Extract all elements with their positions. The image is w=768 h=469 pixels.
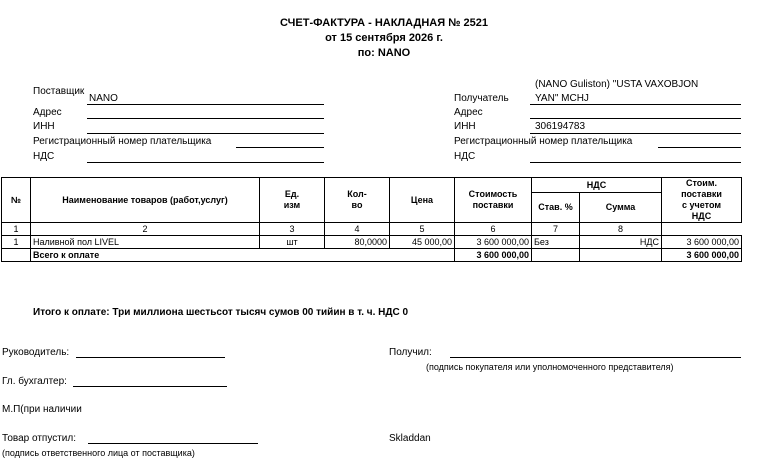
column-number: 1 (2, 223, 31, 236)
supplier-address-label: Адрес (33, 107, 62, 118)
stamp-label: М.П(при наличии (2, 404, 82, 415)
row-price: 45 000,00 (390, 236, 455, 249)
header-qty: Кол- во (325, 178, 390, 223)
recipient-value-line1: (NANO Guliston) "USTA VAXOBJON (535, 79, 699, 90)
total-row (2, 249, 742, 262)
supplier-address-underline (87, 118, 324, 119)
recipient-value-line2: YAN" MCHJ (535, 93, 589, 104)
document-basis: по: NANO (357, 47, 411, 59)
supplier-label: Поставщик (33, 86, 85, 97)
supplier-regnum-underline (236, 147, 324, 148)
released-note: (подпись ответственного лица от поставщика) (2, 448, 195, 458)
accountant-label: Гл. бухгалтер: (2, 376, 67, 387)
row-total: 3 600 000,00 (662, 236, 742, 249)
recipient-inn-underline (530, 133, 741, 134)
row-cost: 3 600 000,00 (455, 236, 532, 249)
row-no: 1 (2, 236, 31, 249)
header-nds-rate: Став. % (532, 193, 580, 223)
recipient-regnum-underline (658, 147, 741, 148)
column-number: 7 (532, 223, 580, 236)
header-no: № (2, 178, 31, 223)
received-label: Получил: (389, 347, 432, 358)
header-price: Цена (390, 178, 455, 223)
received-note: (подпись покупателя или уполномоченного представителя) (426, 362, 674, 372)
column-number: 5 (390, 223, 455, 236)
column-number: 4 (325, 223, 390, 236)
supplier-nds-label: НДС (33, 151, 55, 162)
header-total: Стоим. поставки с учетом НДС (662, 178, 742, 223)
table-row (2, 236, 742, 249)
supplier-inn-label: ИНН (33, 121, 55, 132)
header-nds: НДС (532, 178, 662, 193)
amount-in-words: Итого к оплате: Три миллиона шестьсот тысяч сумов 00 тийин в т. ч. НДС 0 (33, 307, 409, 318)
recipient-inn-value: 306194783 (535, 121, 586, 132)
warehouse-name: Skladdan (389, 433, 431, 444)
document-title: СЧЕТ-ФАКТУРА - НАКЛАДНАЯ № 2521 (280, 17, 488, 29)
total-cost: 3 600 000,00 (455, 249, 532, 262)
row-unit: шт (260, 236, 325, 249)
received-signature-line (450, 357, 741, 358)
row-nds-rate: Без (532, 236, 580, 249)
column-number: 2 (31, 223, 260, 236)
header-unit: Ед. изм (260, 178, 325, 223)
recipient-nds-label: НДС (454, 151, 476, 162)
recipient-underline (530, 104, 741, 105)
director-label: Руководитель: (2, 347, 70, 358)
supplier-value: NANO (89, 93, 118, 104)
header-cost: Стоимость поставки (455, 178, 532, 223)
row-name: Наливной пол LIVEL (31, 236, 260, 249)
supplier-underline (87, 104, 324, 105)
row-nds-sum: НДС (580, 236, 662, 249)
supplier-inn-underline (87, 133, 324, 134)
column-number: 8 (580, 223, 662, 236)
released-signature-line (88, 443, 258, 444)
total-label: Всего к оплате (31, 249, 455, 262)
row-qty: 80,0000 (325, 236, 390, 249)
recipient-address-underline (530, 118, 741, 119)
column-number: 6 (455, 223, 532, 236)
column-number: 3 (260, 223, 325, 236)
total-sum: 3 600 000,00 (662, 249, 742, 262)
supplier-regnum-label: Регистрационный номер плательщика (33, 136, 212, 147)
recipient-inn-label: ИНН (454, 121, 476, 132)
document-date: от 15 сентября 2026 г. (325, 32, 443, 44)
recipient-regnum-label: Регистрационный номер плательщика (454, 136, 633, 147)
director-signature-line (76, 357, 225, 358)
released-label: Товар отпустил: (2, 433, 76, 444)
total-nds-rate (532, 249, 580, 262)
header-name: Наименование товаров (работ,услуг) (31, 178, 260, 223)
recipient-nds-underline (530, 162, 741, 163)
recipient-address-label: Адрес (454, 107, 483, 118)
column-number-row (2, 223, 742, 236)
header-nds-sum: Сумма (580, 193, 662, 223)
accountant-signature-line (73, 386, 227, 387)
items-table (1, 177, 742, 262)
total-empty (2, 249, 31, 262)
recipient-label: Получатель (454, 93, 509, 104)
total-nds-sum (580, 249, 662, 262)
supplier-nds-underline (87, 162, 324, 163)
